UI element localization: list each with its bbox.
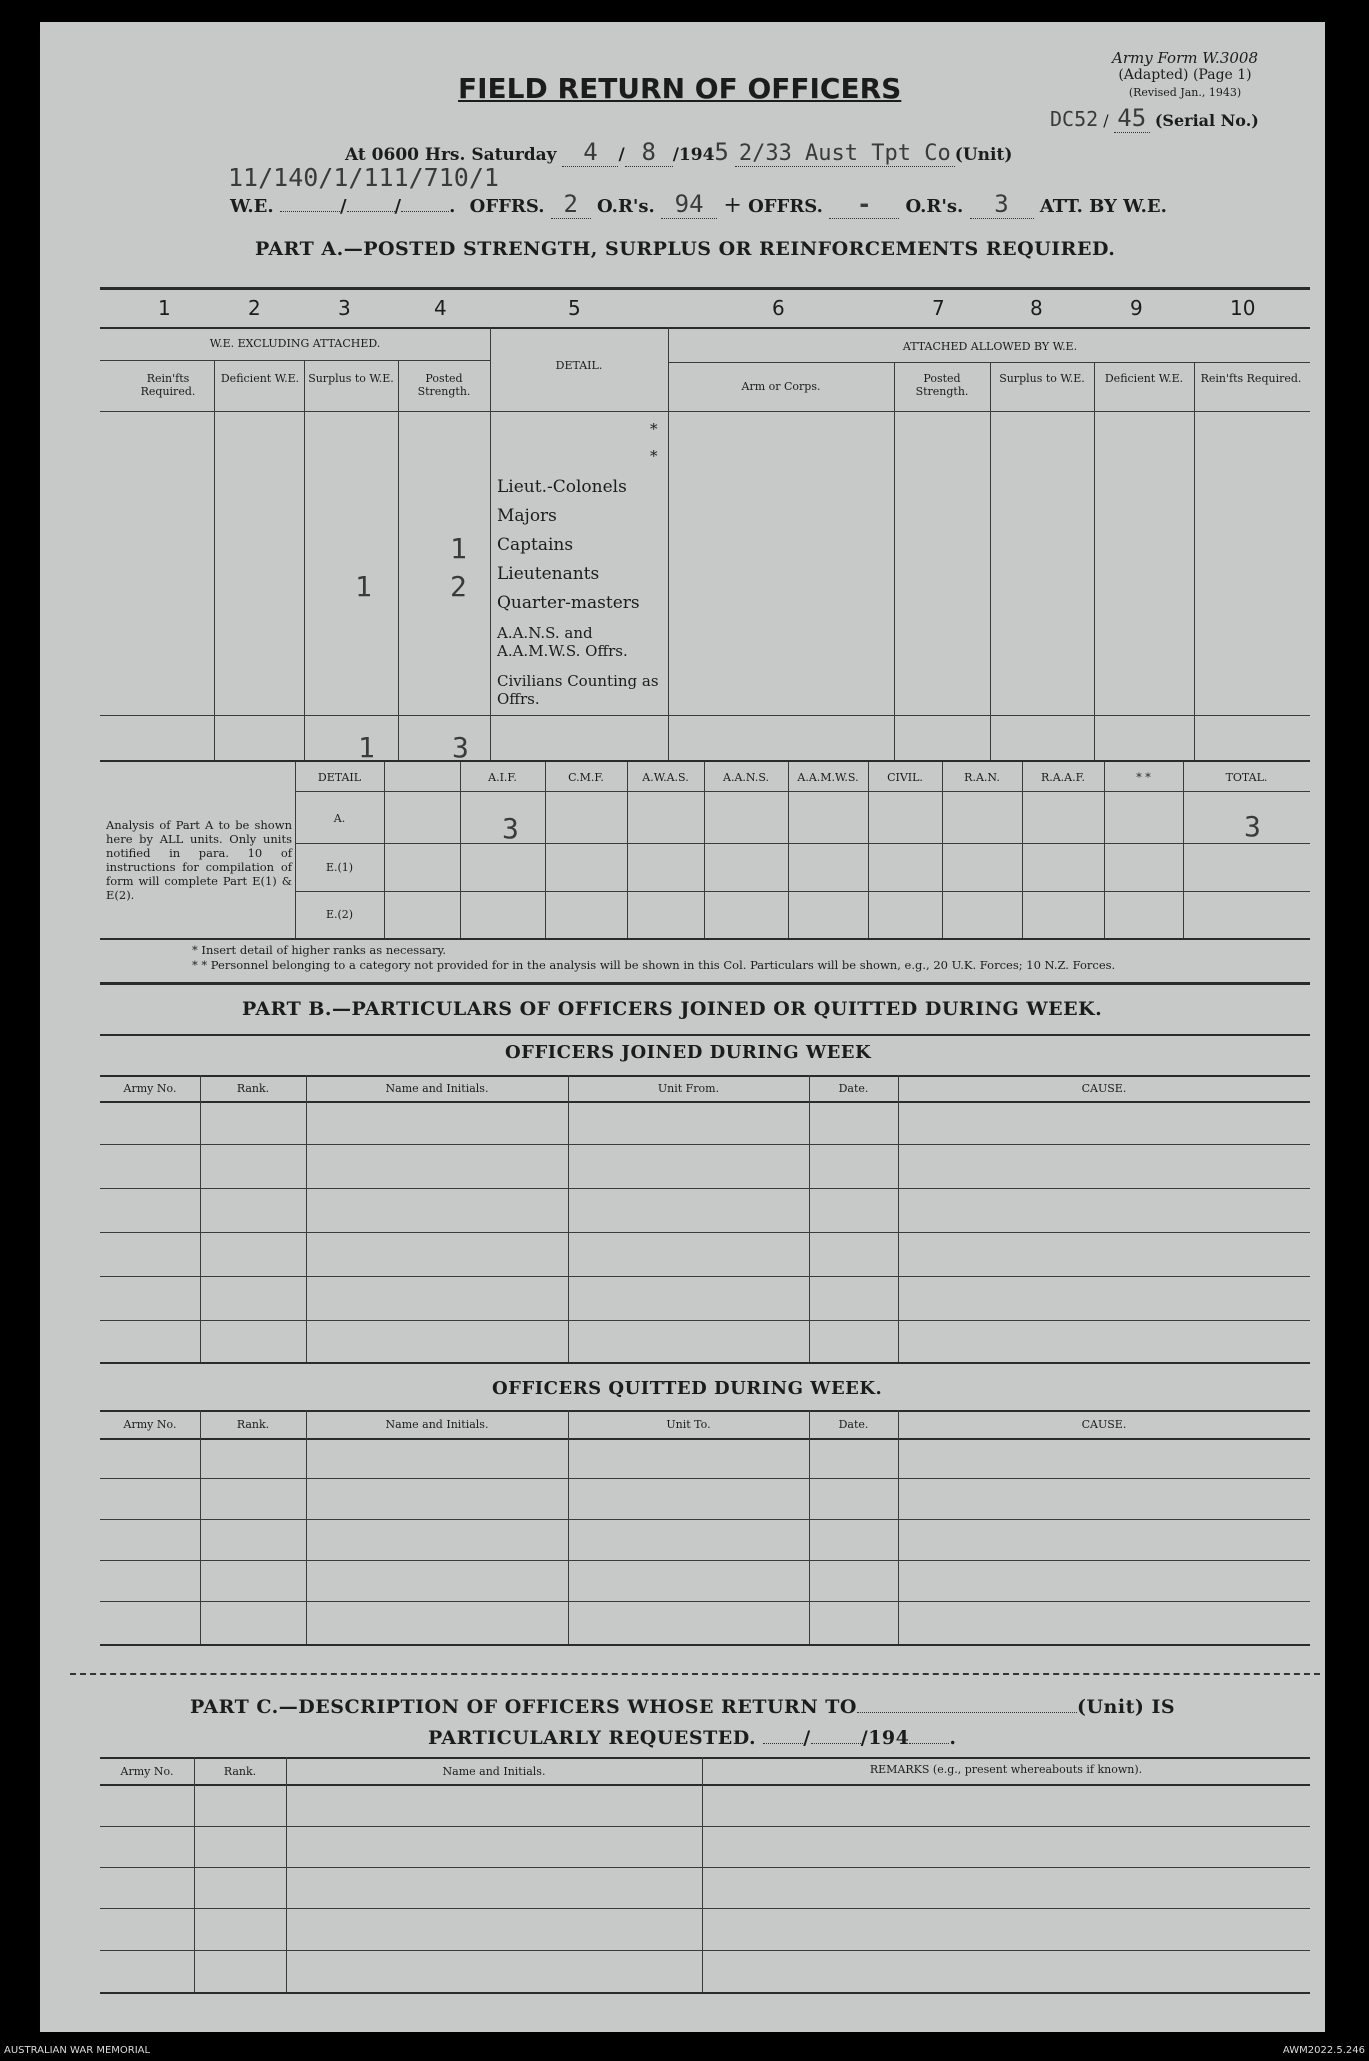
- we-line: W.E. / / . OFFRS. 2 O.R's. 94 + OFFRS. - O.R's. 3 ATT. BY W.E.: [230, 190, 1167, 218]
- att-label: ATT. BY W.E.: [1039, 196, 1167, 217]
- col-number: 4: [434, 296, 447, 320]
- quitted-h-date: Date.: [838, 1418, 869, 1431]
- we-excluding-header: W.E. EXCLUDING ATTACHED.: [209, 337, 381, 350]
- form-line-2: (Adapted) (Page 1): [1118, 67, 1252, 83]
- an-row-e2: E.(2): [325, 908, 354, 921]
- part-c-title-a: PART C.—DESCRIPTION OF OFFICERS WHOSE RETURN TO: [190, 1696, 857, 1718]
- offrs-hw: 2: [551, 190, 591, 219]
- joined-h-rank: Rank.: [236, 1082, 270, 1095]
- ors-hw: 94: [661, 190, 717, 219]
- footnote-2: * * Personnel belonging to a category not provided for in the analysis will be shown in this Col. Particulars will be shown, e.g., 20 U.K. Forces; 10 N.Z. Forces.: [192, 958, 1116, 972]
- quitted-h-name: Name and Initials.: [385, 1418, 489, 1431]
- joined-h-unitfrom: Unit From.: [657, 1082, 720, 1095]
- col-number: 2: [248, 296, 261, 320]
- an-h-aamws: A.A.M.W.S.: [797, 771, 859, 784]
- footer-right: AWM2022.5.246: [1282, 2045, 1365, 2056]
- partc-h-rank: Rank.: [223, 1765, 257, 1778]
- an-h-other: * *: [1136, 771, 1151, 784]
- part-c-year: /194: [860, 1727, 910, 1749]
- sub-header-surplus-att: Surplus to W.E.: [999, 372, 1085, 385]
- month-hw: 8: [625, 138, 673, 167]
- partc-h-remarks: REMARKS (e.g., present whereabouts if known).: [869, 1763, 1143, 1776]
- an-h-awas: A.W.A.S.: [642, 771, 689, 784]
- hw-total-posted: 3: [452, 731, 469, 764]
- col-number: 8: [1030, 296, 1043, 320]
- an-h-civil: CIVIL.: [887, 771, 923, 784]
- an-h-detail: DETAIL: [317, 771, 362, 784]
- sub-header-posted: Posted Strength.: [417, 372, 471, 398]
- serial-num-hw: 45: [1114, 104, 1150, 133]
- rank-captains: Captains: [497, 535, 574, 555]
- we-label: W.E.: [230, 196, 274, 217]
- serial-label: (Serial No.): [1154, 111, 1259, 130]
- form-line-3: (Revised Jan., 1943): [1128, 86, 1242, 99]
- an-h-raaf: R.A.A.F.: [1040, 771, 1086, 784]
- rank-majors: Majors: [497, 506, 557, 526]
- joined-title: OFFICERS JOINED DURING WEEK: [505, 1042, 872, 1063]
- footer-left: AUSTRALIAN WAR MEMORIAL: [4, 2045, 151, 2056]
- an-h-aif: A.I.F.: [488, 771, 517, 784]
- hw-aif-a: 3: [502, 812, 519, 845]
- offrs2-hw: -: [829, 190, 899, 219]
- year-prefix: 194: [678, 145, 715, 165]
- quitted-h-unitto: Unit To.: [666, 1418, 711, 1431]
- col-number: 5: [568, 296, 581, 320]
- part-c-title-b: (Unit) IS: [1077, 1696, 1176, 1718]
- hw-total-surplus: 1: [358, 731, 375, 764]
- quitted-h-rank: Rank.: [236, 1418, 270, 1431]
- col-number: 6: [772, 296, 785, 320]
- page-title: FIELD RETURN OF OFFICERS: [458, 72, 902, 105]
- sub-header-reinfts-att: Rein'fts Required.: [1200, 372, 1302, 385]
- day-hw: 4: [562, 138, 618, 167]
- plus-sign: +: [723, 193, 742, 218]
- sub-header-posted-att: Posted Strength.: [915, 372, 969, 398]
- star-2: *: [650, 447, 658, 465]
- part-b-title: PART B.—PARTICULARS OF OFFICERS JOINED OR QUITTED DURING WEEK.: [242, 998, 1103, 1020]
- joined-h-cause: CAUSE.: [1081, 1082, 1127, 1095]
- part-a-column-numbers: [100, 296, 1310, 322]
- rank-lieutenants: Lieutenants: [497, 564, 600, 584]
- an-row-a: A.: [333, 812, 346, 825]
- serial-hw: DC52: [1050, 107, 1099, 131]
- form-number: [1080, 50, 1290, 101]
- partc-h-armyno: Army No.: [120, 1765, 174, 1778]
- part-a-title: PART A.—POSTED STRENGTH, SURPLUS OR REINFORCEMENTS REQUIRED.: [255, 238, 1116, 260]
- sub-header-surplus: Surplus to W.E.: [308, 372, 394, 385]
- year-hw: 5: [714, 138, 729, 166]
- quitted-h-armyno: Army No.: [123, 1418, 177, 1431]
- rank-lieut-colonels: Lieut.-Colonels: [497, 477, 627, 497]
- joined-h-armyno: Army No.: [123, 1082, 177, 1095]
- date-unit-line: At 0600 Hrs. Saturday 4 / 8 /1945 2/33 Aust Tpt Co (Unit): [345, 138, 1013, 166]
- col-number: 9: [1130, 296, 1143, 320]
- joined-h-name: Name and Initials.: [385, 1082, 489, 1095]
- sub-header-deficient: Deficient W.E.: [220, 372, 300, 385]
- col-number: 1: [158, 296, 171, 320]
- an-row-e1: E.(1): [325, 861, 354, 874]
- rank-aans: A.A.N.S. and A.A.M.W.S. Offrs.: [497, 624, 628, 660]
- attached-header: ATTACHED ALLOWED BY W.E.: [902, 340, 1078, 353]
- form-line-1: Army Form W.3008: [1112, 49, 1258, 67]
- an-h-ran: R.A.N.: [964, 771, 1000, 784]
- an-h-total: TOTAL.: [1225, 771, 1268, 784]
- an-h-cmf: C.M.F.: [568, 771, 604, 784]
- quitted-title: OFFICERS QUITTED DURING WEEK.: [492, 1378, 883, 1399]
- tear-line: [70, 1673, 1320, 1675]
- we-hw: 11/140/1/111/710/1: [228, 163, 499, 192]
- col-number: 3: [338, 296, 351, 320]
- quitted-h-cause: CAUSE.: [1081, 1418, 1127, 1431]
- rank-quarter-masters: Quarter-masters: [497, 593, 640, 613]
- col-number: 10: [1230, 296, 1256, 320]
- detail-header: DETAIL.: [555, 359, 603, 372]
- an-h-aans: A.A.N.S.: [723, 771, 769, 784]
- ors2-label: O.R's.: [905, 196, 964, 217]
- part-c-line-1: [190, 1696, 1175, 1718]
- sub-header-arm: Arm or Corps.: [741, 380, 821, 393]
- hw-lieut-posted: 2: [450, 570, 467, 603]
- part-c-line2-a: PARTICULARLY REQUESTED.: [428, 1727, 757, 1749]
- col-number: 7: [932, 296, 945, 320]
- unit-label: (Unit): [954, 145, 1013, 165]
- partc-h-name: Name and Initials.: [442, 1765, 546, 1778]
- offrs-label: OFFRS.: [469, 196, 545, 217]
- analysis-note: Analysis of Part A to be shown here by ALL units. Only units notified in para. 10 of instructions for compilation of form will complete Part E(1) & E(2).: [106, 818, 292, 902]
- ors2-hw: 3: [970, 190, 1034, 219]
- hw-lieut-surplus: 1: [355, 570, 372, 603]
- at-text: At 0600 Hrs. Saturday: [345, 145, 557, 165]
- rank-civilians: Civilians Counting as Offrs.: [497, 672, 659, 708]
- part-c-line-2: PARTICULARLY REQUESTED. / /194 .: [428, 1727, 957, 1749]
- star-1: *: [650, 420, 658, 438]
- hw-total-a: 3: [1244, 810, 1261, 843]
- joined-h-date: Date.: [838, 1082, 869, 1095]
- hw-captains-posted: 1: [450, 532, 467, 565]
- offrs2-label: OFFRS.: [748, 196, 823, 217]
- unit-hw: 2/33 Aust Tpt Co: [735, 141, 955, 167]
- ors-label: O.R's.: [597, 196, 655, 217]
- footnote-1: * Insert detail of higher ranks as necessary.: [192, 943, 447, 957]
- sub-header-reinfts: Rein'fts Required.: [140, 372, 196, 398]
- sub-header-deficient-att: Deficient W.E.: [1104, 372, 1184, 385]
- serial-number: DC52 / 45 (Serial No.): [1050, 104, 1259, 132]
